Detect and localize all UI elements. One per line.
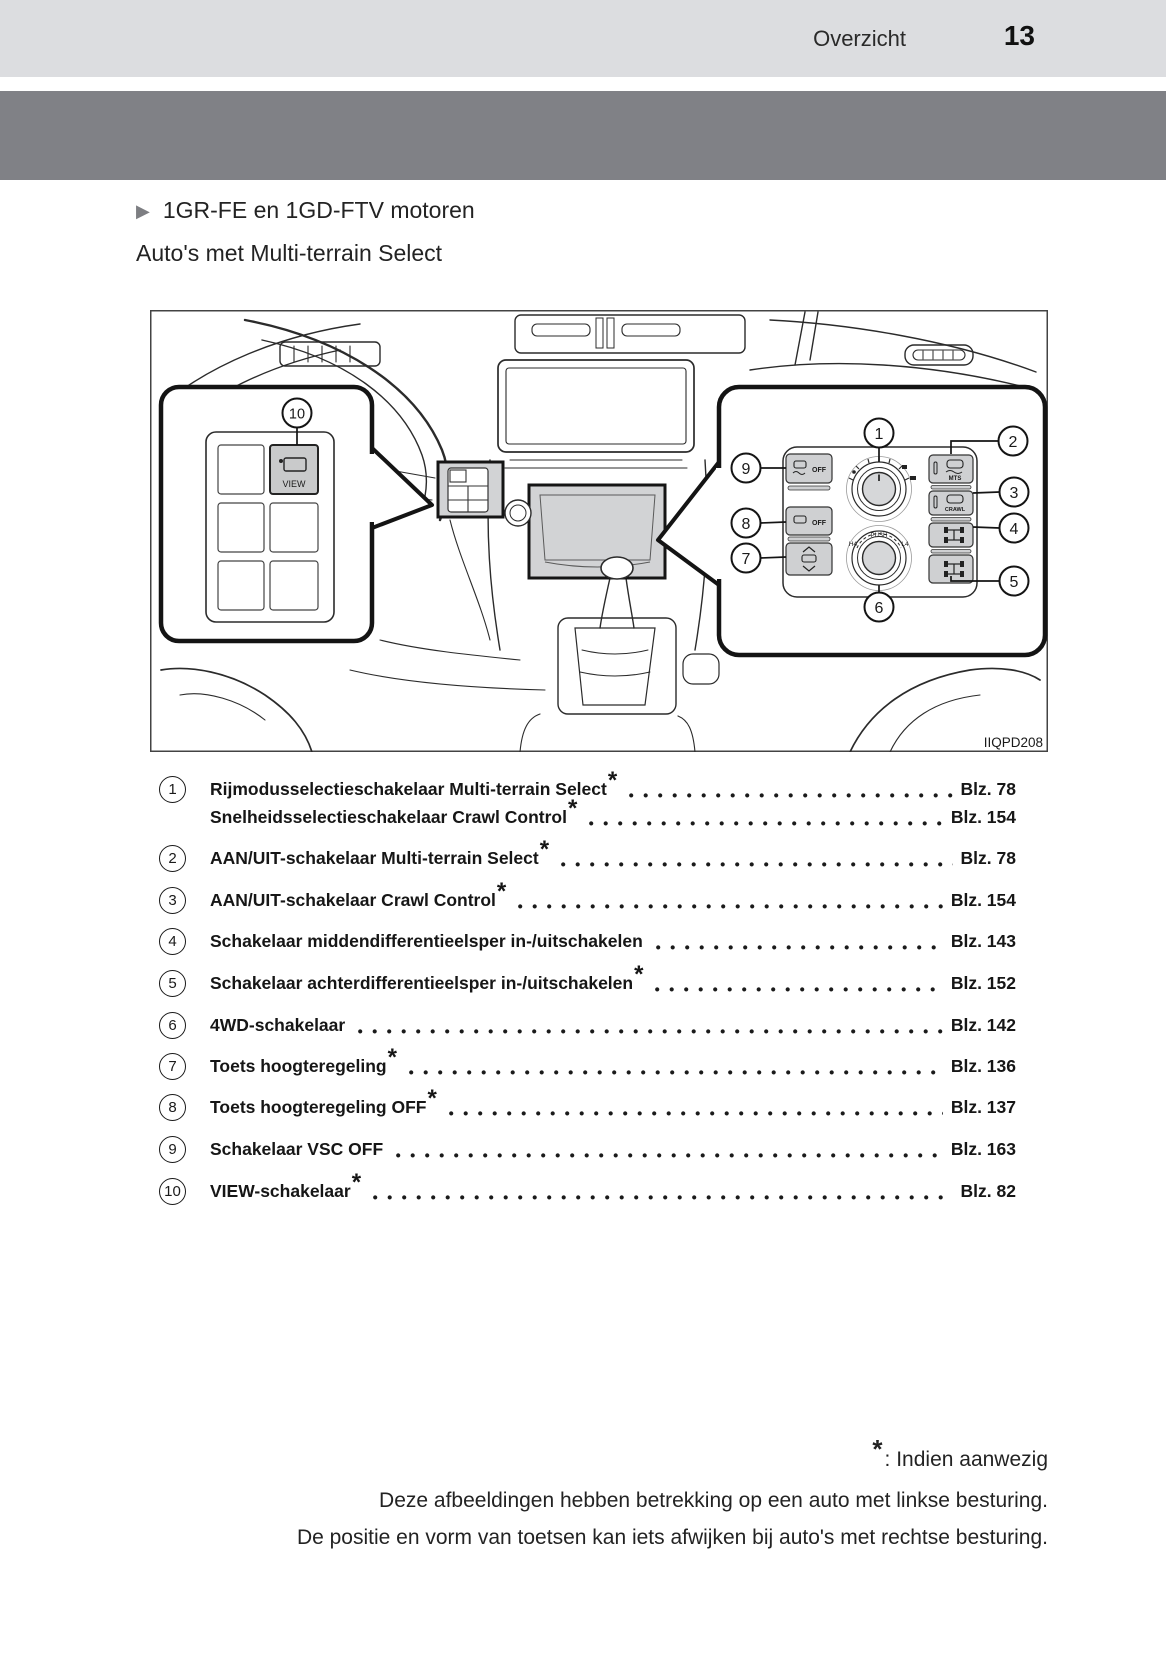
mts-label: MTS (948, 476, 962, 482)
item-label: VIEW-schakelaar* (210, 1168, 362, 1201)
mts-button (929, 455, 973, 483)
callout-number-5: 5 (1009, 574, 1019, 591)
model-variant-text: Auto's met Multi-terrain Select (136, 240, 443, 266)
item-label: Toets hoogteregeling OFF* (210, 1084, 437, 1117)
dot-leader (409, 1070, 943, 1075)
callout-number-8: 8 (741, 516, 751, 533)
page-reference: Blz. 137 (950, 1096, 1016, 1117)
dot-leader (629, 793, 952, 798)
list-item (150, 1011, 1016, 1039)
dot-leader (655, 987, 942, 992)
dot-leader (656, 945, 943, 950)
section-banner (0, 91, 1166, 180)
dot-leader (589, 821, 943, 826)
vsc-off-button (786, 454, 832, 483)
height-off-button (786, 507, 832, 535)
item-number: 3 (159, 887, 186, 914)
callout-number-3: 3 (1009, 485, 1019, 502)
item-label: AAN/UIT-schakelaar Multi-terrain Select* (210, 835, 550, 868)
note-left-hand-drive: Deze afbeeldingen hebben betrekking op een auto met linkse besturing. (379, 1489, 1048, 1512)
item-label: Schakelaar middendifferentieelsper in-/uitschakelen (210, 930, 643, 951)
vsc-off-label: OFF (812, 467, 826, 474)
item-label: Schakelaar VSC OFF (210, 1138, 384, 1159)
item-number: 7 (159, 1053, 186, 1080)
page-reference: Blz. 143 (950, 930, 1016, 951)
list-item (150, 1043, 1016, 1080)
engine-variant-text: 1GR-FE en 1GD-FTV motoren (162, 197, 475, 223)
list-item (150, 960, 1016, 997)
gear-shift-knob (601, 557, 633, 579)
item-number: 8 (159, 1094, 186, 1121)
header-page-number: 13 (1003, 20, 1035, 51)
dot-leader (518, 904, 943, 909)
list-item (150, 1168, 1016, 1205)
push-label: PUSH (870, 533, 888, 539)
item-label: Snelheidsselectieschakelaar Crawl Control* (210, 794, 578, 827)
l4-label: L4 (901, 541, 909, 548)
dot-leader (373, 1195, 953, 1200)
height-off-label: OFF (812, 520, 826, 527)
view-button-label: VIEW (282, 479, 306, 489)
item-number: 1 (159, 776, 186, 803)
callout-number-9: 9 (741, 461, 751, 478)
list-item (150, 794, 1016, 831)
dot-leader (449, 1111, 943, 1116)
dot-leader (561, 862, 952, 867)
item-number: 5 (159, 970, 186, 997)
4wd-dial (847, 526, 912, 591)
note-right-hand-drive: De positie en vorm van toetsen kan iets afwijken bij auto's met rechtse besturing. (296, 1526, 1048, 1549)
highlighted-switch-panel (438, 462, 503, 517)
callout-number-4: 4 (1009, 521, 1019, 538)
height-control-button (786, 543, 832, 575)
item-label: 4WD-schakelaar (210, 1014, 346, 1035)
view-button (270, 445, 318, 494)
asterisk: * (872, 1434, 883, 1464)
crawl-button (929, 491, 973, 515)
dashboard-line-art (150, 310, 1048, 752)
page-header (0, 0, 1166, 77)
h4-label: H4 (848, 541, 858, 548)
callout-number-6: 6 (874, 600, 884, 617)
header-section-label: Overzicht (813, 26, 906, 51)
triangle-bullet-icon: ▶ (136, 200, 150, 221)
callout-number-10: 10 (288, 406, 306, 423)
page-reference: Blz. 154 (950, 889, 1016, 910)
list-item (150, 1084, 1016, 1121)
footnote-star-line (872, 1434, 1048, 1472)
page-reference: Blz. 78 (960, 778, 1016, 799)
dashboard-illustration (150, 310, 1048, 752)
list-item (150, 1135, 1016, 1163)
page-reference: Blz. 82 (960, 1180, 1016, 1201)
footnote-text: : Indien aanwezig (884, 1448, 1048, 1471)
callout-number-1: 1 (874, 426, 884, 443)
item-number: 9 (159, 1136, 186, 1163)
list-item (150, 877, 1016, 914)
item-number: 2 (159, 845, 186, 872)
crawl-label: CRAWL (944, 507, 966, 513)
page-reference: Blz. 152 (950, 972, 1016, 993)
callout-number-2: 2 (1008, 434, 1018, 451)
engine-start-knob (505, 500, 531, 526)
engine-variant-line (136, 197, 475, 224)
dot-leader (358, 1029, 943, 1034)
item-number: 10 (159, 1178, 186, 1205)
center-diff-lock-button (929, 523, 973, 547)
item-label: Toets hoogteregeling* (210, 1043, 397, 1076)
list-item (150, 927, 1016, 955)
page-reference: Blz. 163 (950, 1138, 1016, 1159)
page-reference: Blz. 154 (950, 806, 1016, 827)
item-number: 6 (159, 1012, 186, 1039)
list-item (150, 835, 1016, 872)
page-reference: Blz. 136 (950, 1055, 1016, 1076)
page-reference: Blz. 142 (950, 1014, 1016, 1035)
item-label: Rijmodusselectieschakelaar Multi-terrain Select* (210, 766, 618, 799)
item-label: Schakelaar achterdifferentieelsper in-/uitschakelen* (210, 960, 644, 993)
item-label: AAN/UIT-schakelaar Crawl Control* (210, 877, 507, 910)
highlighted-console-panel (529, 485, 665, 578)
item-number: 4 (159, 928, 186, 955)
page-reference: Blz. 78 (960, 847, 1016, 868)
callout-number-7: 7 (741, 551, 751, 568)
list-item (150, 766, 1016, 803)
dot-leader (396, 1153, 943, 1158)
figure-code: IIQPD208 (983, 735, 1043, 750)
